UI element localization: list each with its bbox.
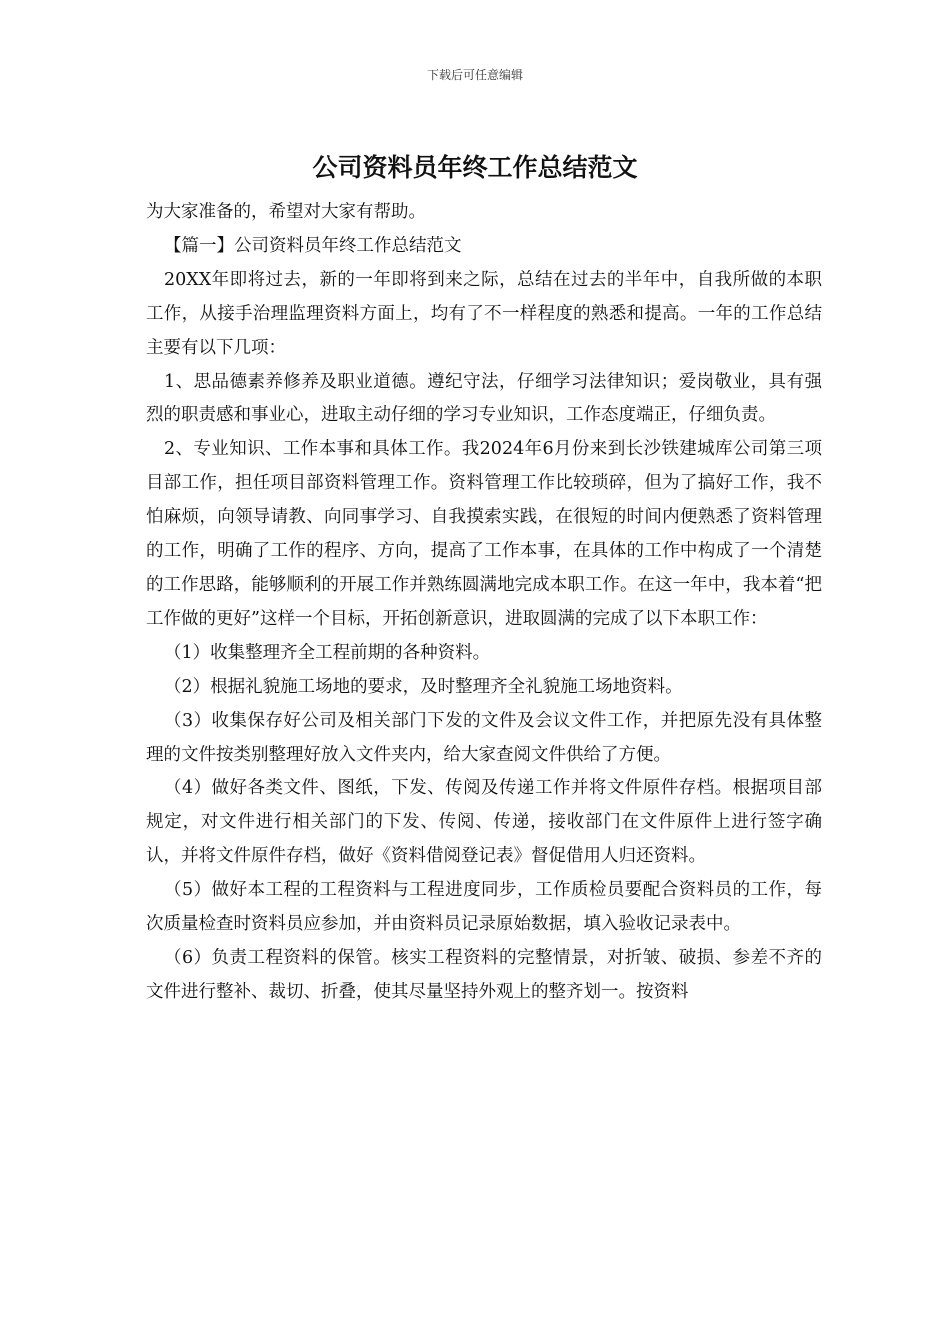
list-item: （3）收集保存好公司及相关部门下发的文件及会议文件工作，并把原先没有具体整理的文件按类别整理好放入文件夹内，给大家查阅文件供给了方便。 xyxy=(146,710,822,765)
list-item: （4）做好各类文件、图纸，下发、传阅及传递工作并将文件原件存档。根据项目部规定，对文件进行相关部门的下发、传阅、传递，接收部门在文件原件上进行签字确认，并将文件原件存档，做好《资料借阅登记表》督促借用人归还资料。 xyxy=(146,778,822,867)
section-heading: 【篇一】公司资料员年终工作总结范文 xyxy=(164,235,462,256)
body-paragraph: 20XX年即将过去，新的一年即将到来之际，总结在过去的半年中，自我所做的本职工作，从接手治理监理资料方面上，均有了不一样程度的熟悉和提高。一年的工作总结主要有以下几项： xyxy=(146,269,822,358)
list-item: （2）根据礼貌施工场地的要求，及时整理齐全礼貌施工场地资料。 xyxy=(164,676,683,697)
intro-paragraph: 为大家准备的，希望对大家有帮助。 xyxy=(146,202,426,222)
list-item: （1）收集整理齐全工程前期的各种资料。 xyxy=(164,642,491,663)
body-paragraph: 2、专业知识、工作本事和具体工作。我2024年6月份来到长沙铁建城库公司第三项目部工作，担任项目部资料管理工作。资料管理工作比较琐碎，但为了搞好工作，我不怕麻烦，向领导请教、向同事学习、自我摸索实践，在很短的时间内便熟悉了资料管理的工作，明确了工作的程序、方向，提高了工作本事，在具体的工作中构成了一个清楚的工作思路，能够顺利的开展工作并熟练圆满地完成本职工作。在这一年中，我本着“把工作做的更好”这样一个目标，开拓创新意识，进取圆满的完成了以下本职工作： xyxy=(146,439,822,629)
list-item: （5）做好本工程的工程资料与工程进度同步，工作质检员要配合资料员的工作，每次质量检查时资料员应参加，并由资料员记录原始数据，填入验收记录表中。 xyxy=(146,880,822,935)
body-paragraph: 1、思品德素养修养及职业道德。遵纪守法，仔细学习法律知识；爱岗敬业，具有强烈的职责感和事业心，进取主动仔细的学习专业知识，工作态度端正，仔细负责。 xyxy=(146,371,822,426)
document-body xyxy=(146,196,822,1010)
header-note: 下载后可任意编辑 xyxy=(426,68,523,82)
list-item: （6）负责工程资料的保管。核实工程资料的完整情景，对折皱、破损、参差不齐的文件进行整补、裁切、折叠，使其尽量坚持外观上的整齐划一。按资料 xyxy=(146,947,822,1002)
document-title: 公司资料员年终工作总结范文 xyxy=(312,153,638,182)
